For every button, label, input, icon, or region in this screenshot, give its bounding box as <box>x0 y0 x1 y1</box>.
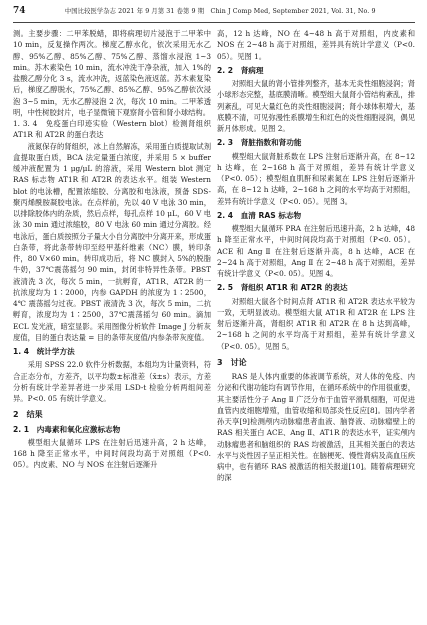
heading-2-1: 2. 1 内毒素和氧化应激标志物 <box>13 424 121 434</box>
running-header <box>13 6 415 23</box>
paragraph-kidney-index: 模型组大鼠肾脏系数在 LPS 注射后逐渐升高，在 8~12 h 达峰，在 2~168 h 高于对照组，差异有统计学意义（P<0. 05）；模型组血肌酐和尿素氮在 LPS 注射后逐渐升高，在 8~12 h 达峰，2~168 h 之间的水平均高于对照组，差异有统计学意义（P<0. 05）。见图 3。 <box>217 151 415 206</box>
paragraph-statistics: 采用 SPSS 22.0 软件分析数据，本组均为计量资料，符合正态分布，方差齐，以平均数±标准差（x̄±s）表示，方差分析有统计学差异者进一步采用 LSD-t 检验分析两组间差异。P<0. 05 有统计学意义。 <box>13 360 211 403</box>
paragraph-endotoxin-cont: 高，12 h 达峰，NO 在 4~48 h 高于对照组，内皮素和 NOS 在 2~48 h 高于对照组，差异具有统计学意义（P<0. 05）。见图 1。 <box>217 29 415 61</box>
heading-2-4: 2. 4 血清 RAS 标志物 <box>217 210 302 220</box>
paragraph-serum-ras: 模型组大鼠循环 PRA 在注射后迅速升高，2 h 达峰，48 h 降至正常水平，中间时间段均高于对照组（P<0. 05）。ACE 和 Ang Ⅱ 在注射后逐渐升高，8 h 达峰，ACE 在 2~24 h 高于对照组，Ang Ⅱ 在 2~48 h 高于对照组，差异有统计学意义（P<0. 05）。见图 4。 <box>217 224 415 278</box>
left-column <box>13 28 211 484</box>
heading-results: 2 结果 <box>13 410 43 420</box>
paragraph-he-staining-steps: 测。主要步骤：二甲苯脱蜡，即将病理切片浸泡于二甲苯中 10 min，反复操作两次。梯度乙醇水化，依次采用无水乙醇、95%乙醇、85%乙醇、75%乙醇、蒸馏水浸泡 1~3 min。苏木素染色 10 min，流水冲洗干净杂液，加入 1%的盐酸乙醇分化 3 s，流水冲洗，返蓝染色液返蓝。苏木素复染后，梯度乙醇脱水，75%乙醇、85%乙醇、95%乙醇依次浸泡 3~5 min，无水乙醇浸泡 2 次，每次 10 min。二甲苯透明，中性树胶封片，电子显微镜下观察肾小管和肾小球结构。 <box>13 29 211 117</box>
paragraph-discussion: RAS 是人体内重要的体液调节系统，对人体的免疫、内分泌和代谢功能均有调节作用，在循环系统中的作用很重要，其主要活性分子 Ang Ⅱ 广泛分布于血管平滑肌细胞，可促进血管内皮细胞增殖，血管收缩和局部炎性反应[8]。国内学者孙天享[9]检测颅内动脉瘤患者血液、脑脊液、动脉瘤壁上的 RAS 相关蛋白 ACE、Ang Ⅱ、AT1R 的表达水平，证实颅内动脉瘤患者和脑组织的 RAS 均被激活，且其相关蛋白的表达水平与炎性因子呈正相关性。在脑梗死、慢性肾病及高血压疾病中，也有循环 RAS 被激活的相关报道[10]。随着病理研究的深 <box>217 372 415 483</box>
right-column <box>217 28 415 484</box>
heading-1-4: 1. 4 统计学方法 <box>13 347 75 356</box>
paragraph-kidney-pathology: 对照组大鼠的肾小管排列整齐，基本无炎性细胞浸润；肾小球形态完整，基底膜清晰。模型组大鼠肾小管结构紊乱，排列紊乱，可见大量红色的炎性细胞浸润；肾小球体积增大，基底膜不清，可见弥漫性系膜增生和红色的炎性细胞浸润，偶见新月体形成。见图 2。 <box>217 79 415 133</box>
page-number: 74 <box>13 6 26 16</box>
heading-discussion: 3 讨论 <box>217 357 247 367</box>
heading-2-3: 2. 3 肾脏指数和肾功能 <box>217 138 302 148</box>
two-column-body <box>13 28 415 484</box>
paragraph-at1r-at2r: 对照组大鼠各个时间点肾 AT1R 和 AT2R 表达水平较为一致，无明显波动。模型组大鼠 AT1R 和 AT2R 在 LPS 注射后逐渐升高，肾组织 AT1R 和 AT2R 在 8 h 达到高峰，2~168 h 之间的水平均高于对照组，差异有统计学意义（P<0. 05）。见图 5。 <box>217 296 415 351</box>
paragraph-endotoxin: 模型组大鼠循环 LPS 在注射后迅速升高，2 h 达峰，168 h 降至正常水平，中间时间段均高于对照组（P<0. 05）。内皮素、NO 与 NOS 在注射后逐渐升 <box>13 437 211 470</box>
heading-2-5: 2. 5 肾组织 AT1R 和 AT2R 的表达 <box>217 283 348 293</box>
paragraph-western-blot: 液氮保存的肾组织，冰上自然解冻，采用蛋白质提取试剂盒提取蛋白质，BCA 法定量蛋白浓度，并采用 5 × buffer 缓冲液配置为 1 μg/μL 的溶液，采用 Western blot 测定 RAS 标志物 AT1R 和 AT2R 的表达水平。组装 Western blot 的电泳槽，配置浓缩胶、分离胶和电泳液，预备 SDS-聚丙烯酰胺凝胶电泳。在点样前，先以 40 V 电泳 30 min，以排除胶体内的杂质，然后点样，每孔点样 10 μL，60 V 电泳 30 min 通过浓缩胶，80 V 电泳 60 min 通过分离胶。经电泳后，蛋白质按照分子量大小自分离胶中分离开来，形成蛋白条带，将此条带转印至经甲基纤维素（NC）膜，转印条件，80 V×60 min。转印成功后，将 NC 膜封入 5%的脱脂牛奶，37℃震荡摇匀 90 min，封闭非特异性条带。PBST 液清洗 3 次，每次 5 min，一抗孵育，AT1R、AT2R 的一抗浓度均为 1∶2000，内参 GAPDH 的浓度为 1∶2500，4℃ 震荡摇匀过夜。PBST 液清洗 3 次，每次 5 min，二抗孵育，浓度均为 1∶2500，37℃震荡摇匀 60 min。滴加 ECL 发光液，暗室显影。采用图像分析软件 Image J 分析灰度值，目的蛋白表达量 = 目的条带灰度值/内参条带灰度值。 <box>13 141 211 342</box>
heading-2-2: 2. 2 肾病理 <box>217 65 264 75</box>
heading-1-3-4: 1. 3. 4 免疫蛋白印迹实验（Western blot）检测肾组织 AT1R 和 AT2R 的蛋白表达 <box>13 119 211 140</box>
journal-citation: 中国比较医学杂志 2021 年 9 月第 31 卷第 9 期 Chin J Comp Med, September 2021, Vol. 31, No. 9 <box>64 8 376 15</box>
